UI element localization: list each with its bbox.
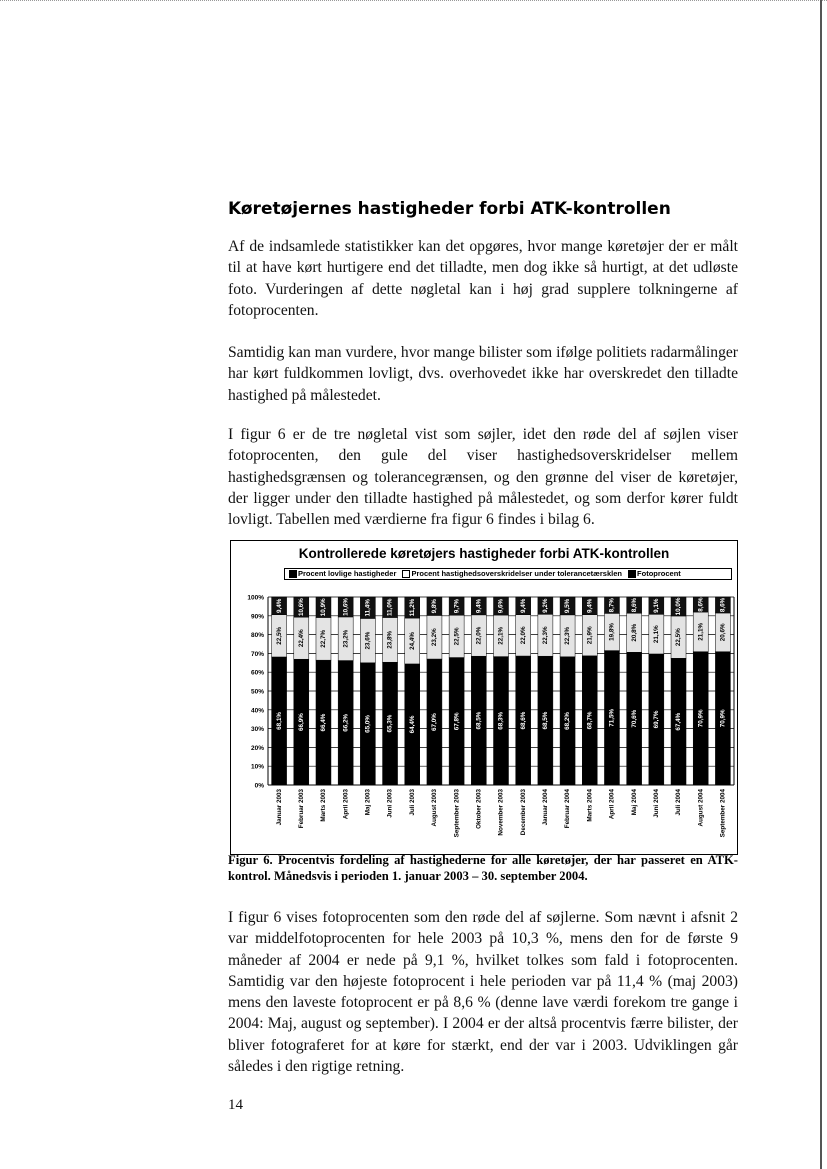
x-tick-label: September 2003 [453, 789, 461, 838]
data-label-foto: 9,4% [519, 598, 527, 614]
y-tick-label: 30% [250, 726, 264, 734]
data-label-tolerance: 22,5% [453, 627, 461, 646]
page-number: 14 [228, 1097, 243, 1113]
data-label-lovlige: 66,4% [320, 713, 328, 732]
x-tick-label: Oktober 2003 [475, 789, 483, 829]
chart-plot [231, 541, 737, 854]
data-label-foto: 8,6% [719, 597, 727, 613]
x-tick-label: Juli 2003 [408, 789, 416, 816]
data-label-lovlige: 68,6% [519, 711, 527, 730]
scan-edge-right [820, 0, 822, 1169]
x-tick-label: Februar 2004 [564, 789, 572, 829]
x-tick-label: December 2003 [519, 789, 527, 836]
data-label-tolerance: 22,5% [675, 628, 683, 647]
x-tick-label: November 2003 [497, 789, 505, 836]
data-label-foto: 10,6% [342, 598, 350, 616]
data-label-lovlige: 66,2% [342, 713, 350, 732]
data-label-foto: 9,8% [431, 599, 439, 614]
data-label-lovlige: 68,3% [497, 711, 505, 730]
data-label-lovlige: 66,9% [297, 713, 305, 732]
x-tick-label: Maj 2003 [364, 789, 372, 816]
data-label-tolerance: 21,1% [653, 625, 661, 644]
x-tick-label: September 2004 [719, 789, 727, 838]
figure-chart [230, 540, 738, 855]
y-tick-label: 70% [250, 650, 264, 658]
data-label-lovlige: 68,5% [542, 711, 550, 730]
data-label-foto: 8,6% [630, 597, 638, 613]
data-label-lovlige: 68,5% [475, 711, 483, 730]
legend-label-lovlige: Procent lovlige hastigheder [298, 569, 397, 578]
data-label-tolerance: 20,6% [719, 623, 727, 642]
data-label-lovlige: 71,5% [608, 708, 616, 727]
data-label-lovlige: 68,1% [275, 712, 283, 730]
data-label-foto: 11,0% [386, 598, 394, 617]
data-label-lovlige: 69,7% [653, 710, 661, 729]
data-label-foto: 9,5% [564, 598, 572, 614]
data-label-foto: 11,2% [408, 598, 416, 617]
y-tick-label: 50% [250, 688, 264, 696]
data-label-foto: 9,6% [497, 598, 505, 614]
data-label-tolerance: 19,8% [608, 623, 616, 641]
data-label-tolerance: 22,0% [519, 626, 527, 645]
data-label-lovlige: 67,4% [675, 712, 683, 731]
figure-caption: Figur 6. Procentvis fordeling af hastighederne for alle køretøjer, der har passeret en ATK-kontrol. Månedsvis i perioden 1. januar 2003 – 30. september 2004. [228, 853, 738, 883]
paragraph-4: I figur 6 vises fotoprocenten som den røde del af søjlerne. Som nævnt i afsnit 2 var middelfotoprocenten for hele 2003 på 10,3 %, mens den for de første 9 måneder af 2004 er nede på 9,1 %, hvilket tolkes som fald i fotoprocenten. Samtidig var den højeste fotoprocent i hele perioden var på 11,4 % (maj 2003) mens den laveste fotoprocent er på 8,6 % (denne lave værdi forekom tre gange i 2004: Maj, august og september). I 2004 er der altså procentvis færre bilister, der bliver fotograferet for at køre for stærkt, end der var i 2003. Udviklingen går således i den rigtige retning. [228, 909, 738, 1076]
y-tick-label: 100% [247, 594, 264, 602]
data-label-lovlige: 67,0% [431, 713, 439, 731]
legend-label-foto: Fotoprocent [637, 569, 681, 578]
y-tick-label: 90% [250, 613, 264, 621]
x-tick-label: Juni 2004 [653, 789, 661, 818]
data-label-tolerance: 23,6% [364, 631, 372, 650]
data-label-tolerance: 20,8% [630, 623, 638, 642]
data-label-lovlige: 64,4% [408, 715, 416, 734]
x-tick-label: April 2003 [342, 789, 350, 820]
data-label-tolerance: 24,4% [408, 632, 416, 650]
paragraph-2: Samtidig kan man vurdere, hvor mange bilister som ifølge politiets radarmålinger har kørt fuldkommen lovligt, dvs. overhovedet ikke har overskredet den tilladte hastighed på målestedet. [228, 344, 738, 404]
data-label-tolerance: 22,3% [542, 626, 550, 645]
x-tick-label: Maj 2004 [630, 789, 638, 816]
data-label-foto: 9,4% [275, 598, 283, 614]
paragraph-3: I figur 6 er de tre nøgletal vist som søjler, idet den røde del af søjlen viser fotoprocenten, den gule del viser hastighedsoverskridelser mellem hastighedsgrænsen og tolerancegrænsen, og den grønne del viser de køretøjer, der ligger under den tilladte hastighed på målestedet, og som derfor kører fuldt lovligt. Tabellen med værdierne fra figur 6 findes i bilag 6. [228, 426, 738, 529]
data-label-lovlige: 65,0% [364, 714, 372, 733]
data-label-foto: 9,4% [586, 598, 594, 614]
x-tick-label: Juli 2004 [675, 789, 683, 816]
section-heading: Køretøjernes hastigheder forbi ATK-kontrollen [228, 199, 671, 219]
data-label-lovlige: 70,6% [630, 709, 638, 728]
data-label-foto: 10,0% [675, 597, 683, 616]
data-label-foto: 9,1% [653, 598, 661, 613]
scan-edge-top [0, 0, 827, 3]
y-tick-label: 0% [254, 782, 264, 790]
data-label-lovlige: 68,7% [586, 711, 594, 730]
data-label-tolerance: 23,2% [431, 628, 439, 647]
legend-label-tolerance: Procent hastighedsoverskridelser under tolerancetærsklen [411, 569, 622, 578]
data-label-lovlige: 70,9% [719, 709, 727, 728]
data-label-tolerance: 22,5% [275, 626, 283, 645]
data-label-lovlige: 68,2% [564, 711, 572, 730]
paragraph-1: Af de indsamlede statistikker kan det opgøres, hvor mange køretøjer der er målt til at have kørt hurtigere end det tilladte, men dog ikke så hurtigt, at det udløste foto. Vurderingen af dette nøgletal kan i høj grad supplere tolkningerne af fotoprocenten. [228, 238, 738, 319]
chart-title: Kontrollerede køretøjers hastigheder forbi ATK-kontrollen [298, 546, 670, 561]
x-tick-label: April 2004 [608, 789, 616, 820]
y-tick-label: 10% [250, 763, 264, 771]
data-label-tolerance: 21,1% [697, 622, 705, 641]
x-tick-label: Marts 2004 [586, 789, 594, 822]
x-tick-label: Februar 2003 [297, 789, 305, 829]
data-label-tolerance: 23,8% [386, 630, 394, 649]
data-label-tolerance: 22,3% [564, 626, 572, 645]
x-tick-label: Januar 2004 [542, 789, 550, 826]
data-label-lovlige: 65,3% [386, 714, 394, 733]
x-tick-label: August 2004 [697, 789, 705, 827]
data-label-foto: 9,2% [542, 598, 550, 613]
data-label-tolerance: 23,2% [342, 629, 350, 648]
y-tick-label: 60% [250, 669, 264, 677]
data-label-foto: 9,4% [475, 598, 483, 614]
data-label-tolerance: 22,1% [497, 626, 505, 645]
data-label-foto: 8,7% [608, 597, 616, 613]
y-tick-label: 20% [250, 744, 264, 752]
y-tick-label: 40% [250, 707, 264, 715]
data-label-foto: 9,7% [453, 598, 461, 614]
x-tick-label: Januar 2003 [275, 789, 283, 826]
x-tick-label: Marts 2003 [320, 789, 328, 822]
data-label-foto: 10,6% [297, 598, 305, 616]
data-label-tolerance: 21,9% [586, 626, 594, 645]
x-tick-label: August 2003 [431, 789, 439, 827]
data-label-lovlige: 70,9% [697, 709, 705, 728]
data-label-lovlige: 67,8% [453, 712, 461, 731]
data-label-tolerance: 22,7% [320, 629, 328, 648]
data-label-tolerance: 22,0% [475, 626, 483, 645]
data-label-foto: 11,4% [364, 598, 372, 617]
x-tick-label: Juni 2003 [386, 789, 394, 818]
y-tick-label: 80% [250, 632, 264, 640]
data-label-foto: 8,6% [697, 597, 705, 612]
data-label-tolerance: 22,4% [297, 629, 305, 648]
data-label-foto: 10,9% [320, 598, 328, 617]
